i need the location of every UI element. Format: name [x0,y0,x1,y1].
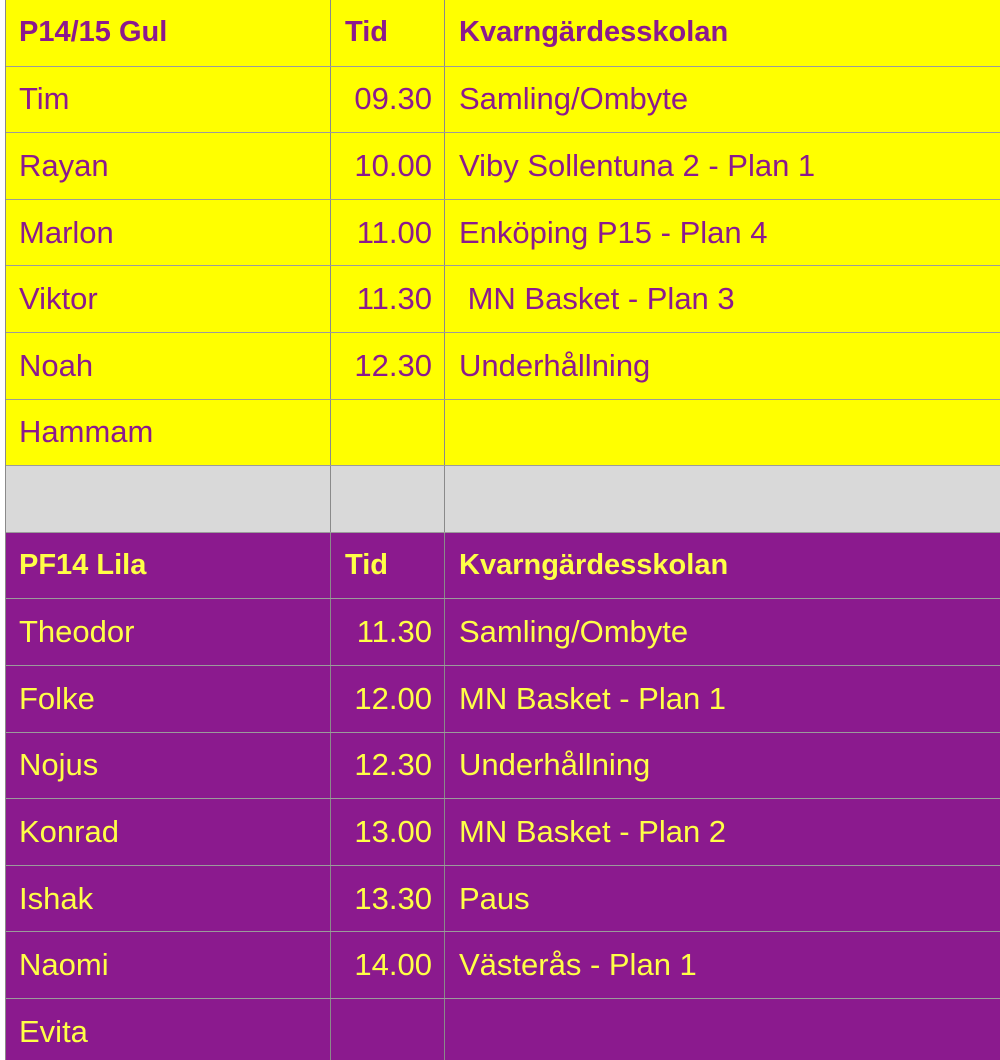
time-cell: 13.00 [331,799,445,865]
table-row [6,333,1000,400]
player-name: Ishak [6,866,331,932]
time-cell: 12.30 [331,733,445,799]
activity-cell: Paus [459,880,530,916]
table-row [6,67,1000,134]
activity-cell [445,999,1000,1060]
player-name: Rayan [6,133,331,199]
time-cell: 10.00 [331,133,445,199]
activity-cell: Viby Sollentuna 2 - Plan 1 [459,147,816,183]
time-cell: 11.00 [331,200,445,266]
schedule-table [5,0,1000,1060]
time-cell: 11.30 [331,599,445,665]
time-cell: 14.00 [331,932,445,998]
group-header-row [6,533,1000,600]
table-row [6,733,1000,800]
activity-cell: MN Basket - Plan 1 [459,680,727,716]
player-name: Viktor [6,266,331,332]
time-cell [331,400,445,466]
table-row [6,266,1000,333]
time-cell [331,999,445,1060]
activity-cell: Underhållning [459,347,651,383]
table-row [6,866,1000,933]
activity-cell: MN Basket - Plan 3 [459,281,735,317]
table-row [6,799,1000,866]
activity-cell: Samling/Ombyte [459,614,689,650]
time-cell: 13.30 [331,866,445,932]
player-name: Marlon [6,200,331,266]
player-name: Evita [6,999,331,1060]
venue-header: Kvarngärdesskolan [459,16,729,49]
time-cell: 12.00 [331,666,445,732]
separator-row [6,466,1000,533]
player-name: Naomi [6,932,331,998]
player-name: Theodor [6,599,331,665]
time-column-header: Tid [331,0,445,66]
activity-cell: MN Basket - Plan 2 [459,813,727,849]
empty-cell [6,466,331,532]
table-row [6,200,1000,267]
table-row [6,999,1000,1060]
empty-cell [331,466,445,532]
group-name: P14/15 Gul [6,0,331,66]
time-cell: 11.30 [331,266,445,332]
activity-cell: Enköping P15 - Plan 4 [459,214,768,250]
activity-cell: Samling/Ombyte [459,81,689,117]
time-cell: 09.30 [331,67,445,133]
group-name: PF14 Lila [6,533,331,599]
player-name: Konrad [6,799,331,865]
empty-cell [445,466,1000,532]
activity-cell [445,400,1000,466]
table-row [6,599,1000,666]
activity-cell: Västerås - Plan 1 [459,947,697,983]
player-name: Tim [6,67,331,133]
activity-cell: Underhållning [459,747,651,783]
player-name: Noah [6,333,331,399]
player-name: Nojus [6,733,331,799]
group-header-row [6,0,1000,67]
time-column-header: Tid [331,533,445,599]
venue-header: Kvarngärdesskolan [459,549,729,582]
table-row [6,133,1000,200]
table-row [6,932,1000,999]
time-cell: 12.30 [331,333,445,399]
table-row [6,400,1000,467]
player-name: Hammam [6,400,331,466]
table-row [6,666,1000,733]
player-name: Folke [6,666,331,732]
